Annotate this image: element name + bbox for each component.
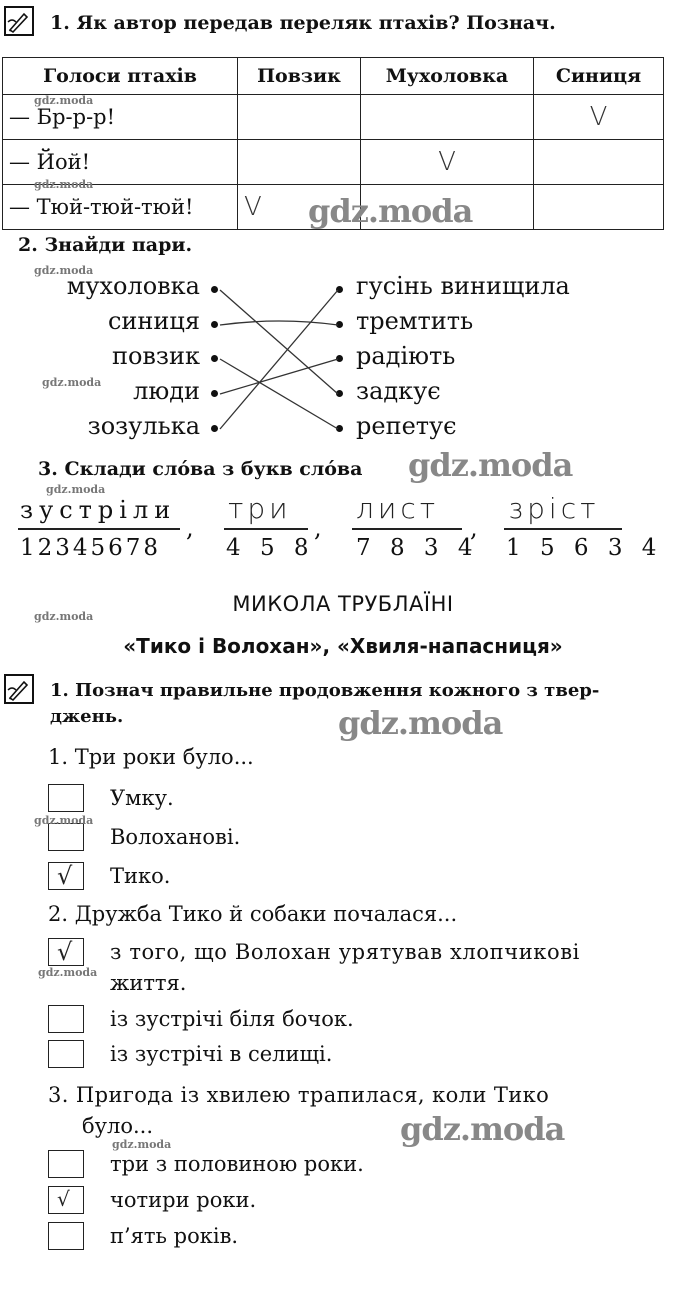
header-voices: Голоси птахів xyxy=(3,58,238,95)
answer-word: три xyxy=(228,492,292,525)
header-mukholovka: Мухоловка xyxy=(361,58,534,95)
watermark-small: gdz.moda xyxy=(34,610,94,623)
header-povzyk: Повзик xyxy=(238,58,361,95)
task2-text: Знайди пари. xyxy=(44,234,193,256)
option-text: Тико. xyxy=(110,864,171,888)
answer-underline xyxy=(224,528,308,530)
question-2: 2. Дружба Тико й собаки почалася... xyxy=(48,902,458,926)
table-row xyxy=(3,140,664,185)
left-dot[interactable] xyxy=(211,286,218,293)
answer-underline xyxy=(504,528,622,530)
header-synytsia: Синиця xyxy=(534,58,664,95)
watermark-small: gdz.moda xyxy=(46,483,106,496)
comma: , xyxy=(186,514,194,542)
watermark: gdz.moda xyxy=(400,1110,565,1148)
pair-line xyxy=(220,321,338,325)
watermark-small: gdz.moda xyxy=(42,376,102,389)
works-heading: «Тико і Волохан», «Хвиля-напасниця» xyxy=(123,634,563,658)
pair-left-item: синиця xyxy=(107,307,200,335)
pair-right-item: тремтить xyxy=(356,307,474,335)
table-header-row xyxy=(3,58,664,95)
comma: , xyxy=(314,514,322,542)
pair-left-item: повзик xyxy=(111,342,200,370)
question-3-cont: було... xyxy=(82,1114,154,1138)
voice-cell: — Тюй-тюй-тюй! xyxy=(3,185,238,230)
pair-right-item: репетує xyxy=(356,412,457,440)
source-digits: 12345678 xyxy=(20,535,162,561)
answer-word: лист xyxy=(356,492,440,525)
answer-underline xyxy=(352,528,462,530)
checkbox[interactable] xyxy=(48,1040,84,1068)
right-dot[interactable] xyxy=(336,286,343,293)
pair-line xyxy=(220,359,338,429)
author-heading: МИКОЛА ТРУБЛАЇНІ xyxy=(232,592,454,616)
task3-text: Склади сло́ва з букв сло́ва xyxy=(64,458,363,480)
checkbox[interactable] xyxy=(48,938,84,966)
task1-title xyxy=(50,12,556,34)
check-mark: √ xyxy=(57,1187,70,1211)
left-dot[interactable] xyxy=(211,355,218,362)
right-dot[interactable] xyxy=(336,321,343,328)
pencil-icon xyxy=(4,674,34,704)
comma: , xyxy=(470,514,478,542)
option-text: з того, що Волохан урятував хлопчикові xyxy=(110,940,580,964)
option-text: Умку. xyxy=(110,786,174,810)
pair-line xyxy=(220,359,338,394)
pair-line xyxy=(220,290,338,394)
task2-title xyxy=(18,234,192,256)
option-text: чотири роки. xyxy=(110,1188,257,1212)
right-dot[interactable] xyxy=(336,390,343,397)
pair-right-item: радіють xyxy=(356,342,456,370)
checkbox[interactable] xyxy=(48,784,84,812)
checkbox[interactable] xyxy=(48,1150,84,1178)
left-dot[interactable] xyxy=(211,425,218,432)
watermark-small: gdz.moda xyxy=(112,1138,172,1151)
mark-cell[interactable]: V xyxy=(238,185,361,230)
right-dot[interactable] xyxy=(336,425,343,432)
watermark: gdz.moda xyxy=(308,192,473,230)
option-text: Волохановi. xyxy=(110,825,241,849)
mark-cell[interactable]: V xyxy=(361,140,534,185)
task4-title xyxy=(50,680,599,701)
checkbox[interactable] xyxy=(48,823,84,851)
watermark-small: gdz.moda xyxy=(38,966,98,979)
watermark-small: gdz.moda xyxy=(34,264,94,277)
pair-right-item: гусінь винищила xyxy=(356,272,570,300)
option-text: три з половиною роки. xyxy=(110,1152,364,1176)
voice-cell: — Бр-р-р! xyxy=(3,95,238,140)
left-dot[interactable] xyxy=(211,321,218,328)
task4-text: Познач правильне продовження кожного з твер- xyxy=(75,680,600,701)
option-text: із зустрічі біля бочок. xyxy=(110,1007,354,1031)
watermark-small: gdz.moda xyxy=(34,178,94,191)
voice-cell: — Йой! xyxy=(3,140,238,185)
checkbox[interactable] xyxy=(48,1186,84,1214)
question-3: 3. Пригода із хвилею трапилася, коли Тико xyxy=(48,1083,550,1107)
task1-number: 1. xyxy=(50,12,70,34)
pair-left-item: зозулька xyxy=(87,412,200,440)
pair-left-item: мухоловка xyxy=(66,272,200,300)
table-row xyxy=(3,95,664,140)
source-underline xyxy=(18,528,180,530)
answer-digits: 7 8 3 4 xyxy=(356,535,479,561)
pair-line xyxy=(220,290,338,429)
task4-title-cont: джень. xyxy=(50,706,124,727)
task2-number: 2. xyxy=(18,234,38,256)
mark-cell[interactable] xyxy=(361,95,534,140)
option-text: із зустрічі в селищі. xyxy=(110,1042,333,1066)
checkbox[interactable] xyxy=(48,1005,84,1033)
pair-left-item: люди xyxy=(133,377,200,405)
mark-cell[interactable] xyxy=(238,95,361,140)
answer-digits: 1 5 6 3 4 xyxy=(506,535,663,561)
option-text: п’ять років. xyxy=(110,1224,239,1248)
task3-title xyxy=(38,458,362,480)
watermark-small: gdz.moda xyxy=(34,94,94,107)
checkbox[interactable] xyxy=(48,862,84,890)
mark-cell[interactable]: V xyxy=(534,95,664,140)
watermark: gdz.moda xyxy=(408,446,573,484)
answer-word: зріст xyxy=(508,492,600,525)
mark-cell[interactable] xyxy=(534,140,664,185)
question-1: 1. Три роки було... xyxy=(48,745,254,769)
right-dot[interactable] xyxy=(336,355,343,362)
watermark: gdz.moda xyxy=(338,704,503,742)
task4-number: 1. xyxy=(50,680,69,701)
pencil-icon xyxy=(4,6,34,36)
mark-cell[interactable] xyxy=(534,185,664,230)
check-mark: √ xyxy=(57,862,73,890)
task3-number: 3. xyxy=(38,458,58,480)
watermark-small: gdz.moda xyxy=(34,814,94,827)
mark-cell[interactable] xyxy=(238,140,361,185)
check-mark: √ xyxy=(57,938,73,966)
left-dot[interactable] xyxy=(211,390,218,397)
checkbox[interactable] xyxy=(48,1222,84,1250)
source-word: зустріли xyxy=(20,496,177,524)
task1-text: Як автор передав переляк птахів? Познач. xyxy=(76,12,556,34)
answer-digits: 4 5 8 xyxy=(226,535,315,561)
option-text-cont: життя. xyxy=(110,971,187,995)
pair-right-item: задкує xyxy=(356,377,441,405)
